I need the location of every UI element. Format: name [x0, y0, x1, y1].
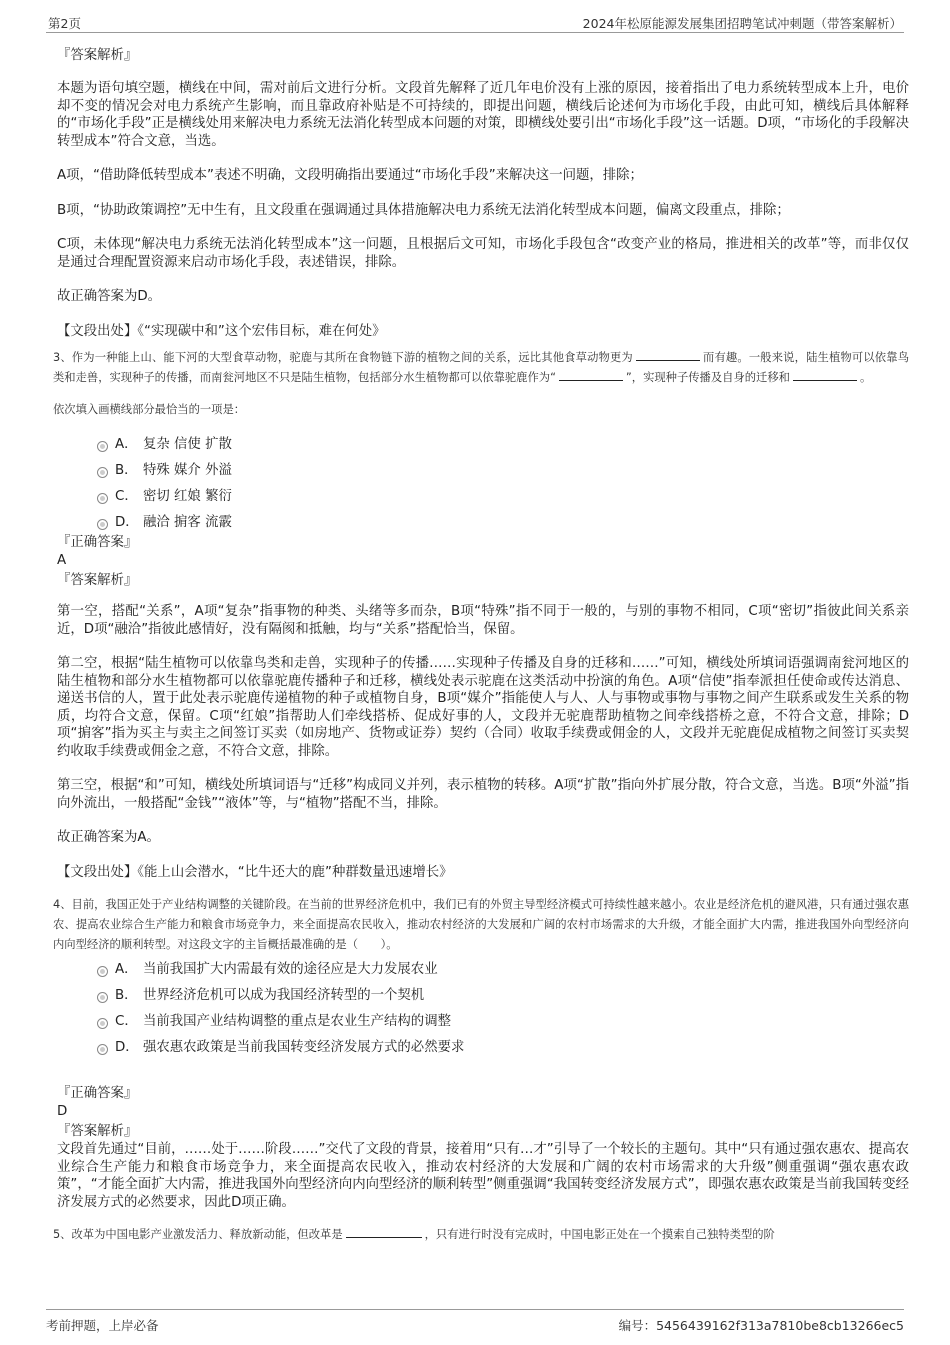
q4-option-c[interactable]: C． 当前我国产业结构调整的重点是农业生产结构的调整 — [57, 1009, 909, 1035]
q4-options — [57, 957, 909, 1061]
radio-icon[interactable] — [97, 519, 108, 530]
q2-source: 【文段出处】《“实现碳中和”这个宏伟目标，难在何处》 — [57, 323, 386, 339]
q3-stem-part-2: 而有趣。一般来说，陆生植物可以依靠鸟类和走兽，实现种子的传播，而南瓮河地区不只是陆生植物，包括部分水生植物都可以依靠驼鹿作为“ — [53, 351, 909, 384]
q2-conclusion: 故正确答案为D。 — [57, 289, 162, 304]
q3-blank-2 — [559, 368, 623, 381]
footer-slogan: 考前押题，上岸必备 — [46, 1318, 159, 1333]
document-title: 2024年松原能源发展集团招聘笔试冲刺题（带答案解析） — [582, 16, 902, 31]
radio-icon[interactable] — [97, 992, 108, 1003]
q3-stem — [53, 348, 909, 388]
page-footer — [46, 1309, 904, 1340]
radio-icon[interactable] — [97, 467, 108, 478]
q4-option-a[interactable]: A． 当前我国扩大内需最有效的途径应是大力发展农业 — [57, 957, 909, 983]
radio-icon[interactable] — [97, 441, 108, 452]
q5-blank-1 — [346, 1225, 422, 1238]
q3-stem-part-3: ”，实现种子传播及自身的迁移和 — [625, 371, 790, 384]
page-header — [46, 10, 904, 33]
q2-analysis-para-2: A项，“借助降低转型成本”表述不明确，文段明确指出要通过“市场化手段”来解决这一问题，排除； — [57, 168, 643, 183]
q4-answer-label: 『正确答案』 — [57, 1086, 138, 1101]
q3-analysis-para-2: 第二空，根据“陆生植物可以依靠鸟类和走兽，实现种子的传播……实现种子传播及自身的迁移和……”可知，横线处所填词语强调南瓮河地区的陆生植物和部分水生植物都可以依靠驼鹿传播种子和迁移，横线处表示驼鹿在这类活动中扮演的角色。A项“信使”指奉派担任使命或传达消息、递送书信的人，置于此处表示驼鹿传递植物的种子或植物自身，B项“媒介”指能使人与人、人与事物或事物与事物之间产生联系或发生关系的物质，均符合文意，保留。C项“红娘”指帮助人们牵线搭桥、促成好事的人，文段并无驼鹿帮助植物之间牵线搭桥之意，不符合文意，排除；D项“掮客”指为买主与卖主之间签订买卖（如房地产、货物或证券）契约（合同）收取手续费或佣金的人，文段并无驼鹿促成植物之间签订买卖契约收取手续费或佣金之意，不符合文意，排除。 — [57, 656, 909, 759]
radio-icon[interactable] — [97, 493, 108, 504]
page-number: 第2页 — [48, 16, 81, 31]
q4-analysis-label: 『答案解析』 — [57, 1124, 138, 1139]
q3-blank-1 — [636, 348, 700, 361]
radio-icon[interactable] — [97, 966, 108, 977]
main-content — [53, 40, 909, 1245]
q4-option-b[interactable]: B． 世界经济危机可以成为我国经济转型的一个契机 — [57, 983, 909, 1009]
q2-analysis-para-4: C项，未体现“解决电力系统无法消化转型成本”这一问题，且根据后文可知，市场化手段包含“改变产业的格局，推进相关的改革”等，而非仅仅是通过合理配置资源来启动市场化手段，表述错误，排除。 — [57, 237, 909, 270]
q2-analysis-para-1: 本题为语句填空题，横线在中间，需对前后文进行分析。文段首先解释了近几年电价没有上涨的原因，接着指出了电力系统转型成本上升，电价却不变的情况会对电力系统产生影响，而且靠政府补贴是不可持续的，即提出问题，横线后论述何为市场化手段，由此可知，横线后具体解释的“市场化手段”正是横线处用来解决电力系统无法消化转型成本问题的对策，即横线处要引出“市场化手段”这一话题。D项，“市场化的手段解决转型成本”符合文意，当选。 — [57, 81, 909, 149]
q3-stem-part-4: 。 — [859, 371, 872, 384]
q5-stem-part-1: 5、改革为中国电影产业激发活力、释放新动能，但改革是 — [53, 1228, 343, 1241]
radio-icon[interactable] — [97, 1018, 108, 1029]
q3-analysis-para-1: 第一空，搭配“关系”，A项“复杂”指事物的种类、头绪等多而杂，B项“特殊”指不同于一般的，与别的事物不相同，C项“密切”指彼此间关系亲近，D项“融洽”指彼此感情好，没有隔阂和抵触，均与“关系”搭配恰当，保留。 — [57, 604, 909, 637]
q3-option-b[interactable]: B． 特殊 媒介 外溢 — [57, 458, 909, 484]
q3-analysis-label: 『答案解析』 — [57, 573, 138, 588]
q2-analysis-label: 『答案解析』 — [57, 48, 138, 63]
q4-stem: 4、目前，我国正处于产业结构调整的关键阶段。在当前的世界经济危机中，我们已有的外贸主导型经济模式可持续性越来越小。农业是经济危机的避风港，只有通过强农惠农、提高农业综合生产能力和粮食市场竞争力，来全面提高农民收入，推动农村经济的大发展和广阔的农村市场需求的大升级，才能全面扩大内需，推进我国外向型经济向内向型经济的顺利转型。对这段文字的主旨概括最准确的是（ ）。 — [53, 898, 909, 951]
q2-analysis-para-3: B项，“协助政策调控”无中生有，且文段重在强调通过具体措施解决电力系统无法消化转型成本问题，偏离文段重点，排除； — [57, 202, 790, 218]
q4-option-d[interactable]: D． 强农惠农政策是当前我国转变经济发展方式的必然要求 — [57, 1035, 909, 1061]
q3-option-c[interactable]: C． 密切 红娘 繁衍 — [57, 484, 909, 510]
q3-conclusion: 故正确答案为A。 — [57, 830, 160, 845]
q3-option-a[interactable]: A． 复杂 信使 扩散 — [57, 432, 909, 458]
document-code: 编号：5456439162f313a7810be8cb13266ec5 — [618, 1318, 904, 1333]
q3-prompt: 依次填入画横线部分最恰当的一项是： — [53, 403, 246, 416]
q3-stem-part-1: 3、作为一种能上山、能下河的大型食草动物，驼鹿与其所在食物链下游的植物之间的关系，远比其他食草动物更为 — [53, 351, 633, 364]
q3-source: 【文段出处】《能上山会潜水，“比牛还大的鹿”种群数量迅速增长》 — [57, 864, 453, 880]
radio-icon[interactable] — [97, 1044, 108, 1055]
q5-stem-part-2: ，只有进行时没有完成时，中国电影正处在一个摸索自己独特类型的阶 — [424, 1228, 775, 1241]
q3-options — [57, 432, 909, 536]
q4-analysis: 文段首先通过“目前，……处于……阶段……”交代了文段的背景，接着用“只有…才”引导了一个较长的主题句。其中“只有通过强农惠农、提高农业综合生产能力和粮食市场竞争力，来全面提高农民收入，推动农村经济的大发展和广阔的农村市场需求的大升级”侧重强调“强农惠农政策”，“才能全面扩大内需，推进我国外向型经济向内向型经济的顺利转型”侧重强调“我国转变经济发展方式”，即强农惠农政策是当前我国转变经济发展方式的必然要求，因此D项正确。 — [57, 1142, 909, 1210]
q3-blank-3 — [793, 368, 857, 381]
q3-option-d[interactable]: D． 融洽 掮客 流霰 — [57, 510, 909, 536]
q3-analysis-para-3: 第三空，根据“和”可知，横线处所填词语与“迁移”构成同义并列，表示植物的转移。A项“扩散”指向外扩展分散，符合文意，当选。B项“外溢”指向外流出，一般搭配“金钱”“液体”等，与“植物”搭配不当，排除。 — [57, 778, 909, 811]
q5-stem — [53, 1225, 909, 1245]
q3-answer: A — [57, 553, 67, 568]
q4-answer: D — [57, 1104, 68, 1119]
q3-answer-label: 『正确答案』 — [57, 535, 138, 550]
